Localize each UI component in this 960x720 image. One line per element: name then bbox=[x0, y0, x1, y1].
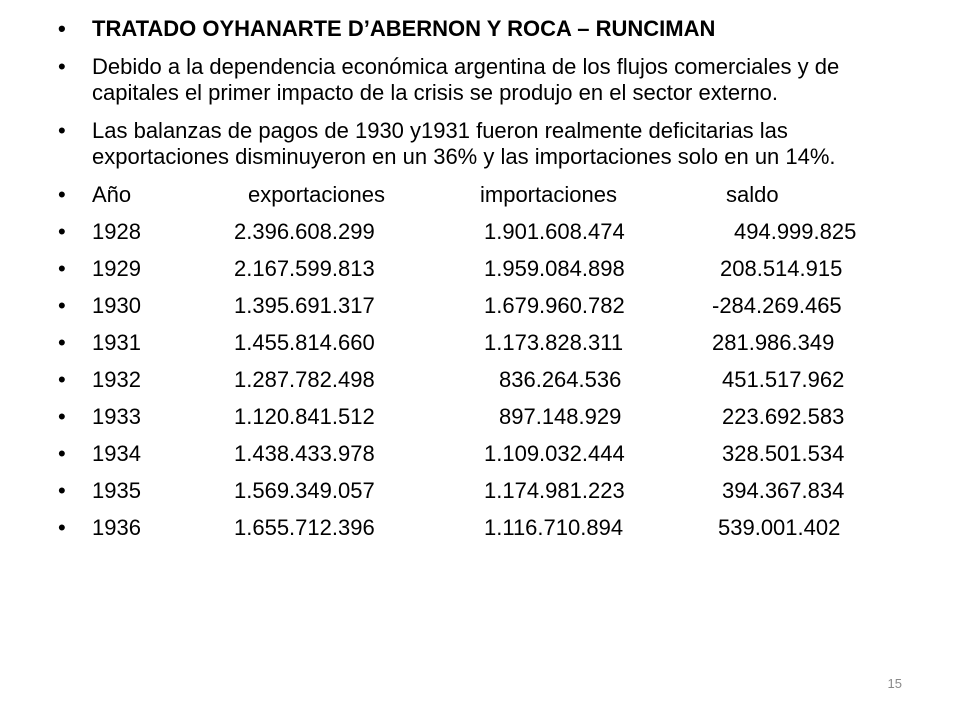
bullet-list bbox=[58, 16, 918, 552]
slide-title: • TRATADO OYHANARTE D’ABERNON Y ROCA – RUNCIMAN bbox=[58, 16, 918, 42]
table-header bbox=[58, 182, 918, 208]
table-row bbox=[58, 330, 918, 356]
cell-imports: 1.109.032.444 bbox=[484, 441, 625, 466]
cell-imports: 1.901.608.474 bbox=[484, 219, 625, 244]
cell-exports: 1.120.841.512 bbox=[234, 404, 375, 429]
cell-exports: 2.396.608.299 bbox=[234, 219, 375, 244]
table-row bbox=[58, 219, 918, 245]
cell-imports: 1.959.084.898 bbox=[484, 256, 625, 281]
cell-imports: 1.174.981.223 bbox=[484, 478, 625, 503]
cell-imports: 836.264.536 bbox=[499, 367, 622, 392]
table-row bbox=[58, 441, 918, 467]
cell-exports: 1.569.349.057 bbox=[234, 478, 375, 503]
cell-imports: 897.148.929 bbox=[499, 404, 622, 429]
cell-year: • 1933 bbox=[92, 404, 141, 429]
table-row bbox=[58, 515, 918, 541]
cell-imports: 1.679.960.782 bbox=[484, 293, 625, 318]
cell-year: • 1928 bbox=[92, 219, 141, 244]
cell-balance: 208.514.915 bbox=[720, 256, 843, 281]
cell-balance: -284.269.465 bbox=[712, 293, 842, 318]
cell-balance: 394.367.834 bbox=[722, 478, 845, 503]
cell-year: • 1932 bbox=[92, 367, 141, 392]
cell-balance: 494.999.825 bbox=[734, 219, 857, 244]
cell-year: • 1934 bbox=[92, 441, 141, 466]
paragraph-2: • Las balanzas de pagos de 1930 y1931 fueron realmente deficitarias las exportaciones disminuyeron en un 36% y las importaciones solo en un 14%. bbox=[58, 118, 892, 170]
cell-balance: 223.692.583 bbox=[722, 404, 845, 429]
table-row bbox=[58, 478, 918, 504]
cell-imports: 1.173.828.311 bbox=[484, 330, 624, 355]
cell-exports: 1.395.691.317 bbox=[234, 293, 375, 318]
cell-exports: 1.438.433.978 bbox=[234, 441, 375, 466]
header-year: • Año bbox=[92, 182, 132, 207]
table-row bbox=[58, 404, 918, 430]
cell-year: • 1930 bbox=[92, 293, 141, 318]
cell-exports: 1.287.782.498 bbox=[234, 367, 375, 392]
header-exports: exportaciones bbox=[248, 182, 385, 207]
cell-balance: 451.517.962 bbox=[722, 367, 845, 392]
cell-year: • 1936 bbox=[92, 515, 141, 540]
table-row bbox=[58, 367, 918, 393]
cell-balance: 328.501.534 bbox=[722, 441, 845, 466]
cell-exports: 1.655.712.396 bbox=[234, 515, 375, 540]
cell-exports: 2.167.599.813 bbox=[234, 256, 375, 281]
table-row bbox=[58, 293, 918, 319]
page-number: 15 bbox=[887, 676, 902, 691]
cell-balance: 281.986.349 bbox=[712, 330, 835, 355]
table-row bbox=[58, 256, 918, 282]
cell-year: • 1931 bbox=[92, 330, 141, 355]
header-balance: saldo bbox=[726, 182, 779, 207]
cell-balance: 539.001.402 bbox=[718, 515, 841, 540]
cell-exports: 1.455.814.660 bbox=[234, 330, 375, 355]
paragraph-1: • Debido a la dependencia económica argentina de los flujos comerciales y de capitales el primer impacto de la crisis se produjo en el sector externo. bbox=[58, 54, 892, 106]
header-imports: importaciones bbox=[480, 182, 617, 207]
cell-year: • 1935 bbox=[92, 478, 141, 503]
cell-year: • 1929 bbox=[92, 256, 141, 281]
cell-imports: 1.116.710.894 bbox=[484, 515, 624, 540]
